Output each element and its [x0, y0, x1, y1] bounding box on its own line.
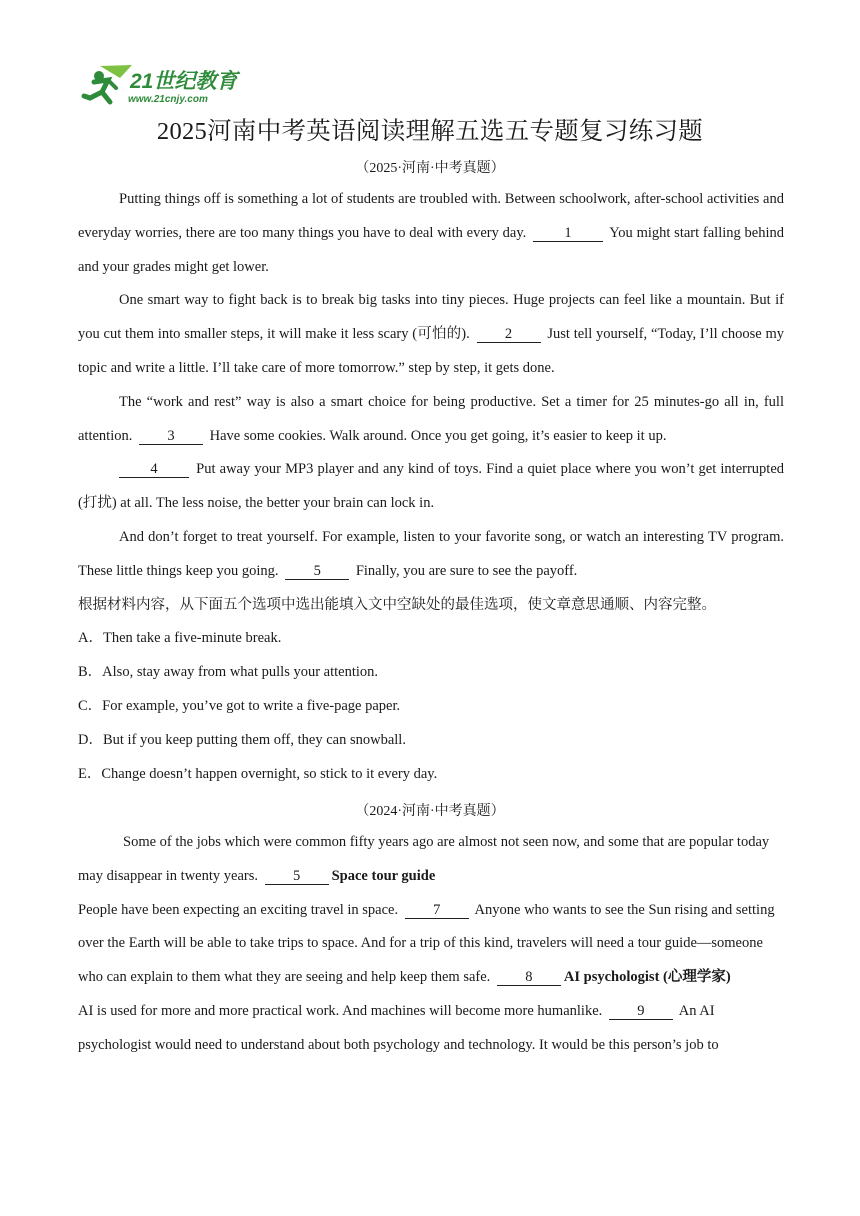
paragraph-text: Put away your MP3 player and any kind of toys. Find a quiet place where you won’t get interrupted (打扰) at all. The less noise, the better your brain can lock in. — [78, 461, 785, 512]
paragraph-text: Have some cookies. Walk around. Once you get going, it’s easier to keep it up. — [209, 427, 667, 444]
paragraph-text: And don’t forget to treat yourself. For example, listen to your favorite song, or watch an interesting TV program. These little things keep you going. — [78, 528, 784, 579]
passage1-source: （2025·河南·中考真题） — [355, 161, 505, 176]
paragraph-text: AI is used for more and more practical work. And machines will become more humanlike. — [78, 1002, 603, 1019]
runner-icon — [84, 65, 132, 102]
blank-2[interactable]: 2 — [477, 327, 541, 343]
passage2-paragraph-3 — [78, 995, 778, 1063]
heading-space-tour-guide: Space tour guide — [331, 867, 436, 884]
passage1-paragraph-2 — [78, 284, 784, 385]
paragraph-text: People have been expecting an exciting travel in space. — [78, 901, 399, 918]
blank-5b[interactable]: 5 — [265, 869, 329, 885]
blank-3[interactable]: 3 — [139, 429, 203, 445]
paragraph-text: Putting things off is something a lot of students are troubled with. Between schoolwork, after-school activities and everyday worries, there are too many things you have to deal with every day. — [78, 191, 784, 241]
passage2-paragraph-1 — [78, 826, 778, 894]
instruction-text: 根据材料内容，从下面五个选项中选出能填入文中空缺处的最佳选项，使文章意思通顺、内容完整。 — [78, 596, 716, 613]
page-title: 2025河南中考英语阅读理解五选五专题复习练习题 — [156, 118, 704, 145]
passage1-paragraph-3 — [78, 386, 784, 454]
logo-url-text: www.21cnjy.com — [128, 94, 208, 105]
option-b: B．Also, stay away from what pulls your attention. — [78, 664, 379, 681]
blank-4[interactable]: 4 — [119, 462, 189, 478]
blank-7[interactable]: 7 — [405, 903, 469, 919]
option-c: C．For example, you’ve got to write a five-page paper. — [78, 697, 401, 714]
paragraph-text: An AI psychologist would need to understand about both psychology and technology. It would be this person’s job to — [78, 1002, 719, 1053]
paragraph-text: Anyone who wants to see the Sun rising and setting over the Earth will be able to take trips to space. And for a trip of this kind, travelers will need a tour guide—someone who can explain to them what they are seeing and help keep them safe. — [78, 901, 775, 986]
21cnjy-logo — [80, 64, 245, 106]
paragraph-text: The “work and rest” way is also a smart choice for being productive. Set a timer for 25 minutes-go all in, full attention. — [78, 393, 784, 444]
option-a: A．Then take a five-minute break. — [78, 630, 282, 647]
passage2-body — [78, 826, 778, 1063]
passage1-paragraph-1 — [78, 183, 784, 284]
paragraph-text: Just tell yourself, “Today, I’ll choose my topic and write a little. I’ll take care of more tomorrow.” step by step, it gets done. — [78, 326, 784, 376]
passage2-paragraph-2 — [78, 894, 778, 995]
paragraph-text: You might start falling behind and your grades might get lower. — [78, 224, 784, 275]
passage1-paragraph-5 — [78, 521, 784, 589]
heading-ai-psychologist: AI psychologist (心理学家) — [563, 969, 731, 986]
passage2-source: （2024·河南·中考真题） — [355, 804, 505, 819]
passage1-paragraph-4 — [78, 453, 784, 521]
paragraph-text: One smart way to fight back is to break big tasks into tiny pieces. Huge projects can feel like a mountain. But if you cut them into smaller steps, it will make it less scary (可怕的). — [78, 292, 784, 343]
paragraph-text: Finally, you are sure to see the payoff. — [355, 562, 578, 579]
option-e: E．Change doesn’t happen overnight, so stick to it every day. — [78, 765, 438, 782]
passage1-body — [78, 183, 784, 791]
blank-1[interactable]: 1 — [533, 226, 603, 242]
blank-5[interactable]: 5 — [285, 564, 349, 580]
logo-main-text: 21世纪教育 — [130, 70, 238, 93]
blank-8[interactable]: 8 — [497, 970, 561, 986]
paragraph-text: Some of the jobs which were common fifty years ago are almost not seen now, and some that are popular today may disappear in twenty years. — [78, 834, 770, 884]
blank-9[interactable]: 9 — [609, 1004, 673, 1020]
option-d: D．But if you keep putting them off, they can snowball. — [78, 731, 406, 748]
